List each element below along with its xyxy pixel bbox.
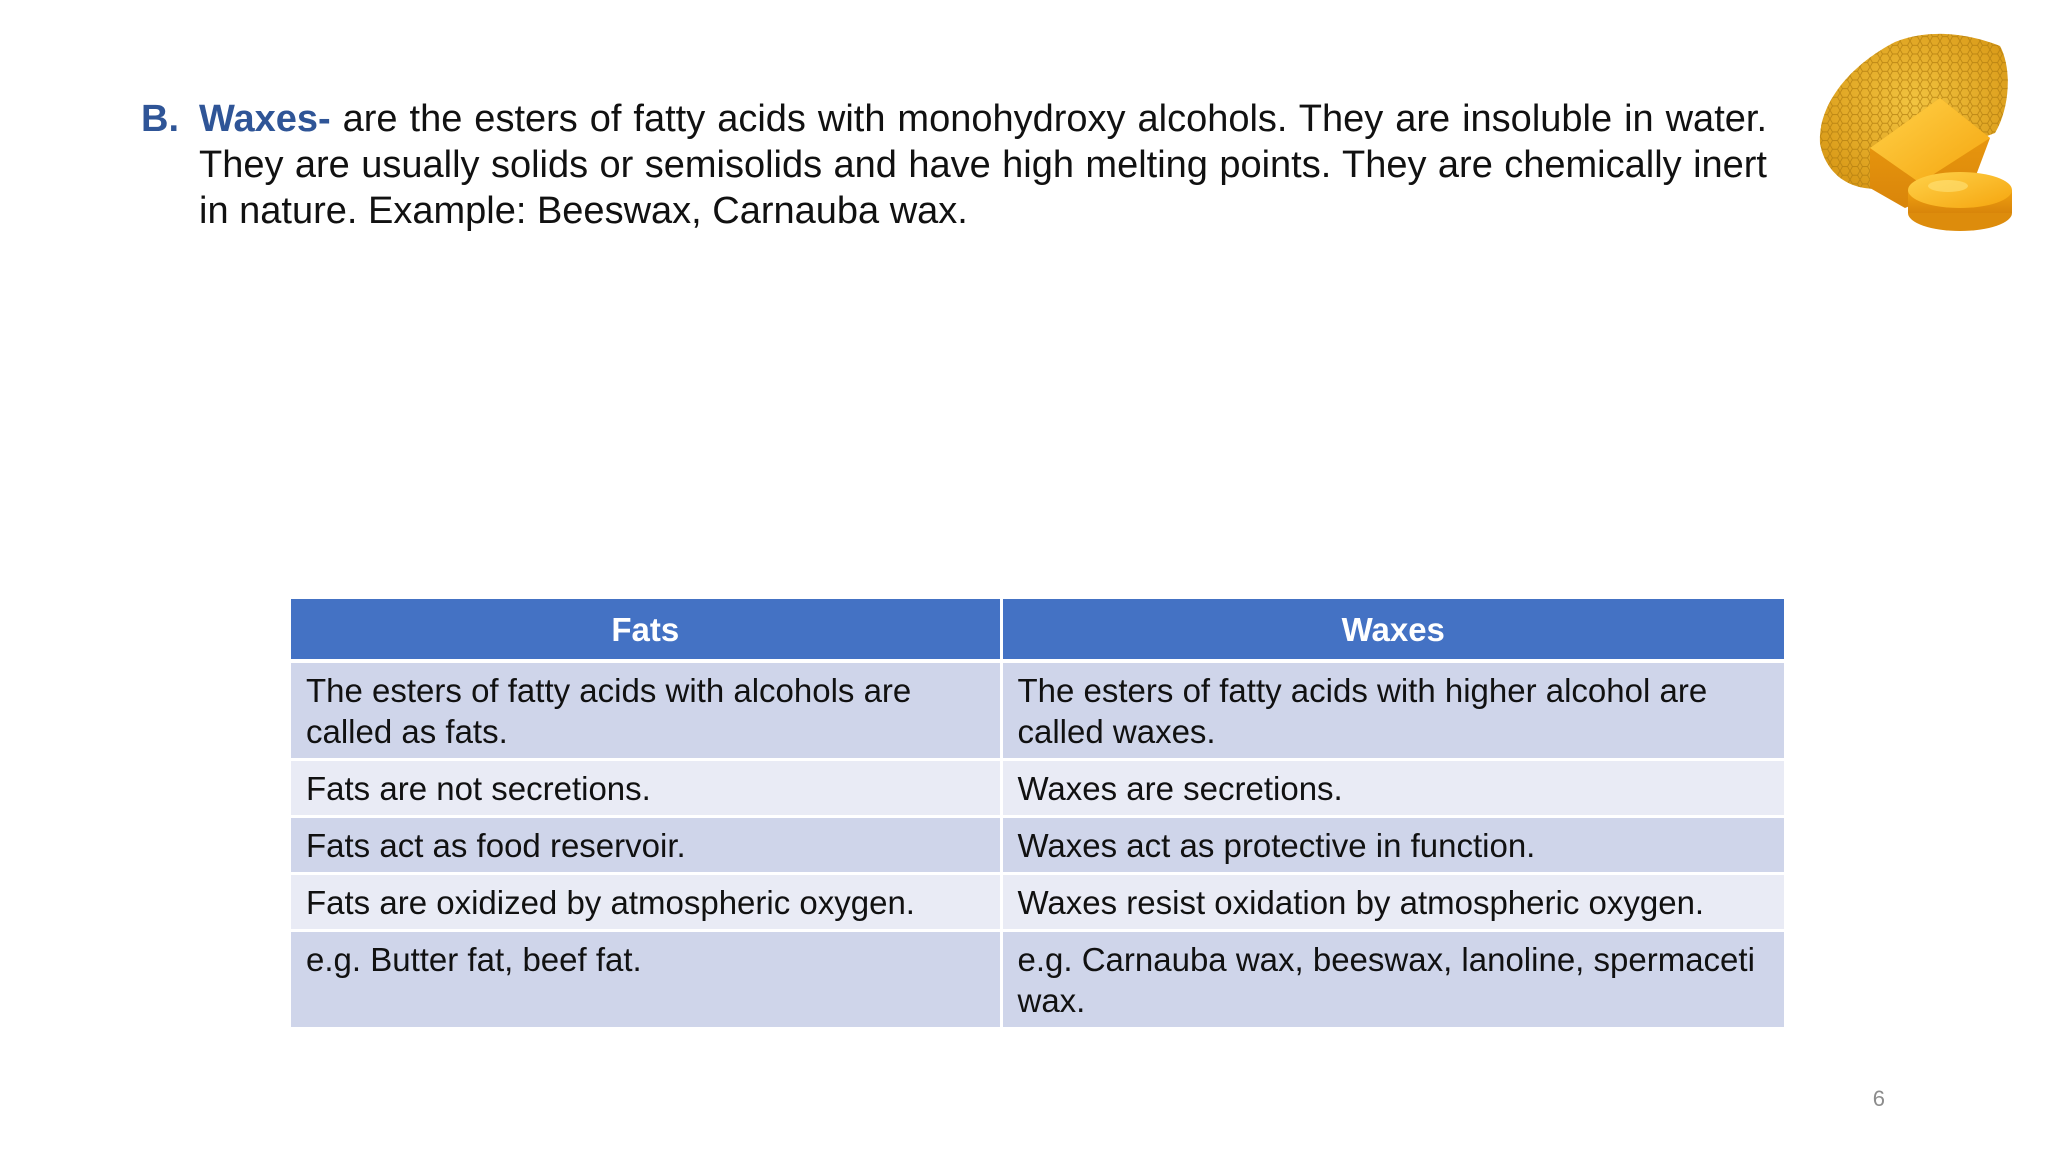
slide-number: 6 [1872, 1086, 1885, 1111]
fats-cell: Fats are oxidized by atmospheric oxygen. [291, 874, 1001, 931]
header-fats: Fats [291, 599, 1001, 661]
table-header-row [291, 599, 1784, 661]
fats-vs-waxes-table [291, 599, 1784, 1030]
waxes-definition [141, 96, 1767, 234]
fats-cell: Fats act as food reservoir. [291, 817, 1001, 874]
definition-term: Waxes- [199, 98, 331, 140]
list-marker: B. [141, 98, 179, 140]
definition-body [199, 96, 1767, 234]
header-waxes: Waxes [1001, 599, 1784, 661]
table-row [291, 661, 1784, 760]
table-row [291, 760, 1784, 817]
fats-cell: Fats are not secretions. [291, 760, 1001, 817]
waxes-cell: e.g. Carnauba wax, beeswax, lanoline, spermaceti wax. [1001, 931, 1784, 1029]
table-row [291, 931, 1784, 1029]
waxes-cell: Waxes act as protective in function. [1001, 817, 1784, 874]
fats-cell: The esters of fatty acids with alcohols are called as fats. [291, 661, 1001, 760]
waxes-cell: The esters of fatty acids with higher alcohol are called waxes. [1001, 661, 1784, 760]
waxes-cell: Waxes are secretions. [1001, 760, 1784, 817]
waxes-cell: Waxes resist oxidation by atmospheric oxygen. [1001, 874, 1784, 931]
table-row [291, 817, 1784, 874]
definition-text: are the esters of fatty acids with monohydroxy alcohols. They are insoluble in water. They are usually solids or semisolids and have high melting points. They are chemically inert in nature. Example: Beeswax, Carnauba wax. [199, 98, 1767, 232]
beeswax-honeycomb-image [1800, 28, 2020, 248]
fats-cell: e.g. Butter fat, beef fat. [291, 931, 1001, 1029]
table-row [291, 874, 1784, 931]
